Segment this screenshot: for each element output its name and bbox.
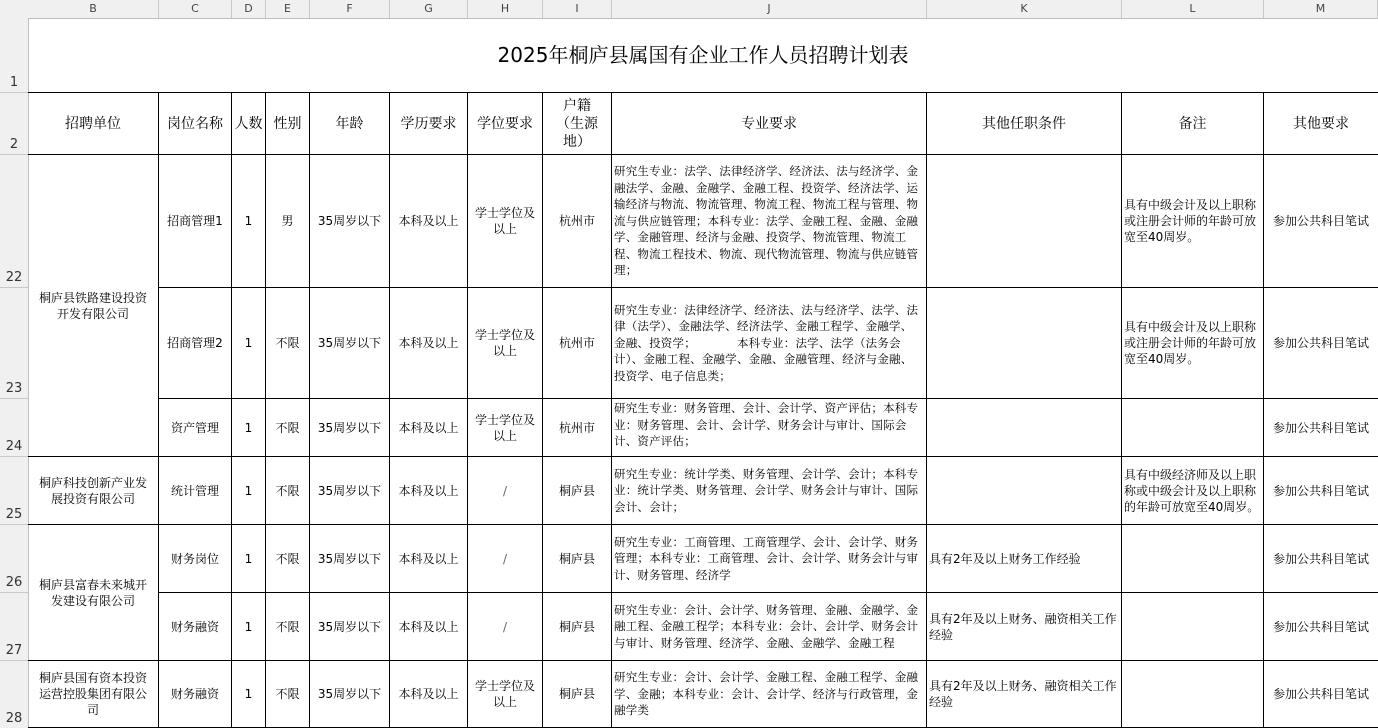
column-header-i[interactable]: I	[543, 0, 612, 18]
column-header-e[interactable]: E	[266, 0, 310, 18]
table-row-cell-edu[interactable]: 本科及以上	[390, 661, 468, 728]
table-row-cell-note[interactable]	[1122, 593, 1264, 661]
table-row-cell-degree[interactable]: 学士学位及以上	[468, 661, 543, 728]
table-row-cell-degree[interactable]: 学士学位及以上	[468, 288, 543, 399]
table-row-cell-major[interactable]: 研究生专业：法学、法律经济学、经济法、法与经济学、金融法学、金融、金融学、金融工程、投资学、经济法学、运输经济与物流、物流管理、物流工程、物流工程与管理、物流与供应链管理；本科专业：法学、金融工程、金融、金融学、金融管理、经济与金融、投资学、物流管理、物流工程、物流工程技术、物流、现代物流管理、物流与供应链管理；	[612, 155, 927, 288]
table-row-cell-post[interactable]: 统计管理	[159, 457, 232, 525]
header-other-conditions[interactable]: 其他任职条件	[927, 93, 1122, 155]
table-row-cell-post[interactable]: 财务融资	[159, 661, 232, 728]
table-row-cell-extra[interactable]: 参加公共科目笔试	[1264, 593, 1378, 661]
table-row-cell-hukou[interactable]: 桐庐县	[543, 525, 612, 593]
table-row-cell-extra[interactable]: 参加公共科目笔试	[1264, 457, 1378, 525]
table-row-cell-major[interactable]: 研究生专业：会计、会计学、金融工程、金融工程学、金融学、金融；本科专业：会计、会计学、经济与行政管理，金融学类	[612, 661, 927, 728]
table-row-cell-post[interactable]: 招商管理1	[159, 155, 232, 288]
table-row-cell-major[interactable]: 研究生专业：财务管理、会计、会计学、资产评估；本科专业：财务管理、会计、会计学、财务会计与审计、国际会计、资产评估；	[612, 399, 927, 457]
table-row-cell-hukou[interactable]: 杭州市	[543, 288, 612, 399]
table-row-cell-major[interactable]: 研究生专业：统计学类、财务管理、会计学、会计；本科专业：统计学类、财务管理、会计学、财务会计与审计、国际会计、会计；	[612, 457, 927, 525]
column-header-d[interactable]: D	[232, 0, 266, 18]
table-row-cell-age[interactable]: 35周岁以下	[310, 399, 390, 457]
row-header-25[interactable]: 25	[0, 457, 28, 525]
table-row-cell-edu[interactable]: 本科及以上	[390, 525, 468, 593]
row-header-bar	[0, 18, 29, 728]
table-row-cell-extra[interactable]: 参加公共科目笔试	[1264, 661, 1378, 728]
table-row-cell-post[interactable]: 资产管理	[159, 399, 232, 457]
row-header-22[interactable]: 22	[0, 155, 28, 288]
table-row-cell-count[interactable]: 1	[232, 457, 266, 525]
table-row-cell-major[interactable]: 研究生专业：会计、会计学、财务管理、金融、金融学、金融工程、金融工程学；本科专业：会计、会计学、财务会计与审计、财务管理、经济学、金融、金融学、金融工程	[612, 593, 927, 661]
table-row-cell-gender[interactable]: 不限	[266, 593, 310, 661]
header-education[interactable]: 学历要求	[390, 93, 468, 155]
column-header-m[interactable]: M	[1264, 0, 1378, 18]
table-row-cell-edu[interactable]: 本科及以上	[390, 399, 468, 457]
table-row-cell-note[interactable]: 具有中级会计及以上职称或注册会计师的年龄可放宽至40周岁。	[1122, 288, 1264, 399]
table-row-cell-post[interactable]: 招商管理2	[159, 288, 232, 399]
header-degree[interactable]: 学位要求	[468, 93, 543, 155]
table-row-cell-note[interactable]	[1122, 399, 1264, 457]
table-row-cell-other[interactable]	[927, 457, 1122, 525]
table-row-cell-note[interactable]	[1122, 661, 1264, 728]
table-row-cell-age[interactable]: 35周岁以下	[310, 457, 390, 525]
table-row-cell-hukou[interactable]: 杭州市	[543, 155, 612, 288]
table-row-cell-gender[interactable]: 不限	[266, 288, 310, 399]
table-row-cell-hukou[interactable]: 杭州市	[543, 399, 612, 457]
header-major[interactable]: 专业要求	[612, 93, 927, 155]
table-row-cell-other[interactable]: 具有2年及以上财务、融资相关工作经验	[927, 593, 1122, 661]
table-row-cell-degree[interactable]: /	[468, 593, 543, 661]
table-row-cell-degree[interactable]: /	[468, 457, 543, 525]
table-row-cell-age[interactable]: 35周岁以下	[310, 288, 390, 399]
table-row-cell-gender[interactable]: 不限	[266, 399, 310, 457]
row-header-27[interactable]: 27	[0, 593, 28, 661]
row-header-1[interactable]: 1	[0, 18, 28, 93]
header-post-name[interactable]: 岗位名称	[159, 93, 232, 155]
column-header-l[interactable]: L	[1122, 0, 1264, 18]
table-row-cell-hukou[interactable]: 桐庐县	[543, 457, 612, 525]
table-row-cell-edu[interactable]: 本科及以上	[390, 155, 468, 288]
table-row-cell-count[interactable]: 1	[232, 593, 266, 661]
table-row-cell-degree[interactable]: 学士学位及以上	[468, 155, 543, 288]
table-row-cell-extra[interactable]: 参加公共科目笔试	[1264, 155, 1378, 288]
unit-cell-fuchun[interactable]: 桐庐县富春未来城开发建设有限公司	[28, 525, 159, 661]
row-header-28[interactable]: 28	[5, 711, 23, 726]
column-header-c[interactable]: C	[159, 0, 232, 18]
table-row-cell-gender[interactable]: 男	[266, 155, 310, 288]
row-header-23[interactable]: 23	[0, 288, 28, 399]
table-row-cell-degree[interactable]: 学士学位及以上	[468, 399, 543, 457]
column-header-h[interactable]: H	[468, 0, 543, 18]
table-row-cell-other[interactable]: 具有2年及以上财务工作经验	[927, 525, 1122, 593]
table-row-cell-other[interactable]: 具有2年及以上财务、融资相关工作经验	[927, 661, 1122, 728]
table-row-cell-post[interactable]: 财务融资	[159, 593, 232, 661]
header-age[interactable]: 年龄	[310, 93, 390, 155]
table-row-cell-edu[interactable]: 本科及以上	[390, 288, 468, 399]
table-row-cell-count[interactable]: 1	[232, 155, 266, 288]
header-count[interactable]: 人数	[232, 93, 266, 155]
column-header-b[interactable]: B	[28, 0, 159, 18]
table-row-cell-other[interactable]	[927, 399, 1122, 457]
table-row-cell-gender[interactable]: 不限	[266, 457, 310, 525]
table-row-cell-extra[interactable]: 参加公共科目笔试	[1264, 399, 1378, 457]
table-row-cell-other[interactable]	[927, 155, 1122, 288]
table-row-cell-note[interactable]: 具有中级会计及以上职称或注册会计师的年龄可放宽至40周岁。	[1122, 155, 1264, 288]
table-row-cell-extra[interactable]: 参加公共科目笔试	[1264, 288, 1378, 399]
row-header-24[interactable]: 24	[0, 399, 28, 457]
unit-cell-railway[interactable]: 桐庐县铁路建设投资开发有限公司	[28, 155, 159, 457]
table-row-cell-note[interactable]: 具有中级经济师及以上职称或中级会计及以上职称的年龄可放宽至40周岁。	[1122, 457, 1264, 525]
row-header-2[interactable]: 2	[0, 93, 28, 155]
header-recruiting-unit[interactable]: 招聘单位	[28, 93, 159, 155]
table-row-cell-note[interactable]	[1122, 525, 1264, 593]
table-row-cell-gender[interactable]: 不限	[266, 661, 310, 728]
column-header-k[interactable]: K	[927, 0, 1122, 18]
table-row-cell-edu[interactable]: 本科及以上	[390, 457, 468, 525]
header-other-requirements[interactable]: 其他要求	[1264, 93, 1378, 155]
table-row-cell-age[interactable]: 35周岁以下	[310, 525, 390, 593]
table-row-cell-edu[interactable]: 本科及以上	[390, 593, 468, 661]
unit-cell-capital[interactable]: 桐庐县国有资本投资运营控股集团有限公司	[28, 661, 159, 728]
table-row-cell-extra[interactable]: 参加公共科目笔试	[1264, 525, 1378, 593]
column-header-bar	[0, 0, 1378, 19]
table-row-cell-count[interactable]: 1	[232, 288, 266, 399]
table-row-cell-degree[interactable]: /	[468, 525, 543, 593]
table-row-cell-other[interactable]	[927, 288, 1122, 399]
row-header-26[interactable]: 26	[0, 525, 28, 593]
column-header-g[interactable]: G	[390, 0, 468, 18]
table-row-cell-post[interactable]: 财务岗位	[159, 525, 232, 593]
table-row-cell-hukou[interactable]: 桐庐县	[543, 661, 612, 728]
table-row-cell-major[interactable]: 研究生专业：法律经济学、经济法、法与经济学、法学、法律（法学）、金融法学、经济法学、金融工程学、金融学、金融、投资学； 本科专业：法学、法学（法务会计）、金融工程、金融学、金融、金融管理、经济与金融、投资学、电子信息类；	[612, 288, 927, 399]
table-row-cell-major[interactable]: 研究生专业：工商管理、工商管理学、会计、会计学、财务管理；本科专业：工商管理、会计、会计学、财务会计与审计、财务管理、经济学	[612, 525, 927, 593]
header-notes[interactable]: 备注	[1122, 93, 1264, 155]
table-row-cell-age[interactable]: 35周岁以下	[310, 661, 390, 728]
table-row-cell-count[interactable]: 1	[232, 399, 266, 457]
table-row-cell-count[interactable]: 1	[232, 525, 266, 593]
header-hukou[interactable]: 户籍（生源地）	[543, 93, 612, 155]
table-row-cell-age[interactable]: 35周岁以下	[310, 593, 390, 661]
unit-cell-tech[interactable]: 桐庐科技创新产业发展投资有限公司	[28, 457, 159, 525]
sheet-title[interactable]: 2025年桐庐县属国有企业工作人员招聘计划表	[28, 18, 1378, 93]
table-row-cell-age[interactable]: 35周岁以下	[310, 155, 390, 288]
column-header-j[interactable]: J	[612, 0, 927, 18]
header-gender[interactable]: 性别	[266, 93, 310, 155]
column-header-f[interactable]: F	[310, 0, 390, 18]
table-row-cell-count[interactable]: 1	[232, 661, 266, 728]
table-row-cell-hukou[interactable]: 桐庐县	[543, 593, 612, 661]
table-row-cell-gender[interactable]: 不限	[266, 525, 310, 593]
